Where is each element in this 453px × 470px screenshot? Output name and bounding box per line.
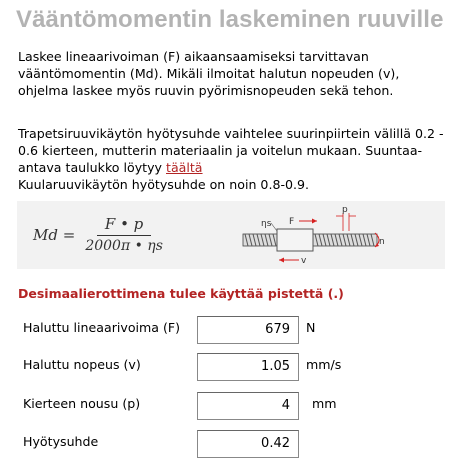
formula-lhs: Md = <box>33 225 76 244</box>
formula-fraction <box>81 215 167 254</box>
field-row-speed <box>0 353 453 381</box>
nut-block <box>277 229 313 251</box>
field-row-pitch <box>0 392 453 420</box>
decimal-separator-warning: Desimaalierottimena tulee käyttää pistettä (.) <box>18 286 344 301</box>
field-row-efficiency <box>0 430 453 458</box>
pitch-input[interactable]: 4 <box>197 392 299 420</box>
rotation-label: n <box>379 237 385 247</box>
speed-field-label: Haluttu nopeus (v) <box>23 357 141 372</box>
speed-label: v <box>301 256 307 266</box>
page-title: Vääntömomentin laskeminen ruuville <box>16 6 444 33</box>
force-input[interactable]: 679 <box>197 316 299 344</box>
force-label: F <box>289 217 295 227</box>
formula-numerator: F • p <box>97 215 151 236</box>
table-link[interactable]: täältä <box>166 160 203 175</box>
force-field-label: Haluttu lineaarivoima (F) <box>23 320 181 335</box>
pitch-field-label: Kierteen nousu (p) <box>23 396 141 411</box>
ballscrew-efficiency-text: Kuularuuvikäytön hyötysuhde on noin 0.8-0.9. <box>18 177 310 192</box>
efficiency-info-text: Trapetsiruuvikäytön hyötysuhde vaihtelee suurinpiirtein välillä 0.2 - 0.6 kierteen, mutterin materiaalin ja voitelun mukaan. Suuntaa-antava taulukko löytyy <box>18 126 444 175</box>
torque-formula <box>33 215 167 254</box>
field-row-force <box>0 316 453 344</box>
speed-input[interactable]: 1.05 <box>197 353 299 381</box>
efficiency-input[interactable]: 0.42 <box>197 430 299 458</box>
formula-panel <box>17 201 445 269</box>
intro-paragraph: Laskee lineaarivoiman (F) aikaansaamiseksi tarvittavan vääntömomentin (Md). Mikäli ilmoitat halutun nopeuden (v), ohjelma laskee myös ruuvin pyörimisnopeuden sekä tehon. <box>18 49 400 98</box>
pitch-unit: mm <box>312 396 337 411</box>
screw-diagram <box>237 203 387 267</box>
efficiency-field-label: Hyötysuhde <box>23 434 99 449</box>
eta-label: ηs <box>261 219 272 229</box>
speed-unit: mm/s <box>306 357 342 372</box>
formula-denominator: 2000π • ηs <box>85 238 163 254</box>
efficiency-info-paragraph <box>18 125 448 193</box>
pitch-label: p <box>342 205 348 215</box>
force-unit: N <box>306 320 316 335</box>
